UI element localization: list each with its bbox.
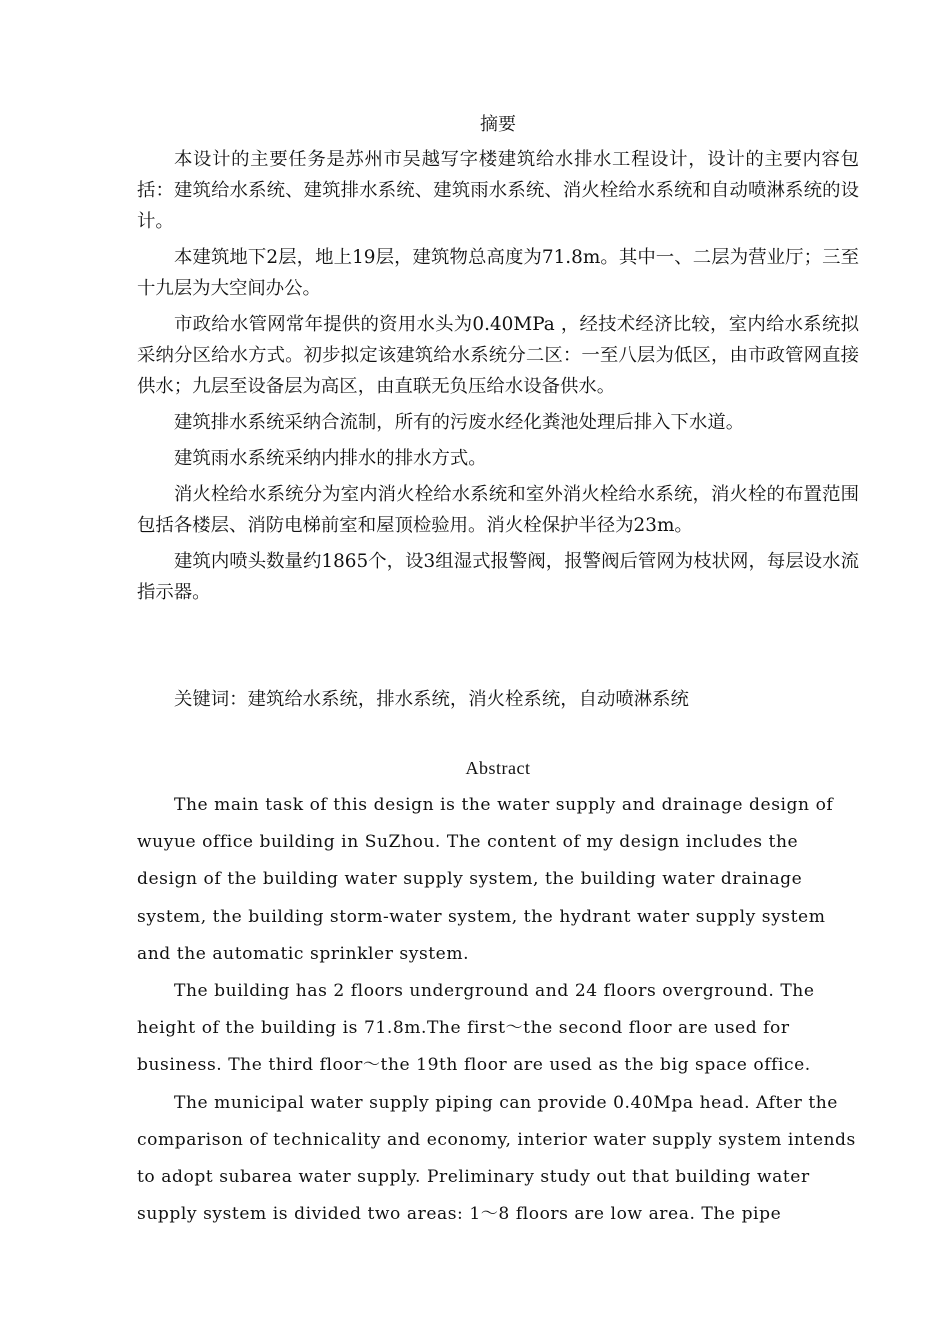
english-paragraph-3: The municipal water supply piping can provide 0.40Mpa head. After the comparison of technicality and economy, interior water supply system intends to adopt subarea water supply. Preliminary study out that building water supply system is divided two areas: 1～8 floors are low area. The pipe [137, 1092, 856, 1225]
chinese-paragraph-6: 消火栓给水系统分为室内消火栓给水系统和室外消火栓给水系统，消火栓的布置范围包括各楼层、消防电梯前室和屋顶检验用。消火栓保护半径为23m。 [137, 484, 859, 536]
chinese-paragraph-7: 建筑内喷头数量约1865个，设3组湿式报警阀，报警阀后管网为枝状网，每层设水流指示器。 [137, 551, 859, 603]
chinese-paragraph-5: 建筑雨水系统采纳内排水的排水方式。 [174, 448, 487, 469]
english-abstract-title: Abstract [465, 758, 531, 778]
chinese-keywords: 关键词：建筑给水系统，排水系统，消火栓系统，自动喷淋系统 [174, 689, 689, 710]
chinese-paragraph-4: 建筑排水系统采纳合流制，所有的污废水经化粪池处理后排入下水道。 [174, 412, 745, 433]
english-paragraph-1: The main task of this design is the water supply and drainage design of wuyue office building in SuZhou. The content of my design includes the design of the building water supply system, the building water drainage system, the building storm-water system, the hydrant water supply system and the automatic sprinkler system. [137, 795, 834, 964]
chinese-paragraph-1: 本设计的主要任务是苏州市吴越写字楼建筑给水排水工程设计，设计的主要内容包括：建筑给水系统、建筑排水系统、建筑雨水系统、消火栓给水系统和自动喷淋系统的设计。 [137, 149, 859, 232]
chinese-abstract-body [137, 144, 859, 613]
chinese-paragraph-2: 本建筑地下2层，地上19层，建筑物总高度为71.8m。其中一、二层为营业厅；三至十九层为大空间办公。 [137, 247, 859, 299]
chinese-paragraph-3: 市政给水管网常年提供的资用水头为0.40MPa ，经技术经济比较，室内给水系统拟采纳分区给水方式。初步拟定该建筑给水系统分二区：一至八层为低区，由市政管网直接供水；九层至设备层为高区，由直联无负压给水设备供水。 [137, 314, 859, 397]
chinese-abstract-title: 摘要 [480, 114, 516, 135]
english-paragraph-2: The building has 2 floors underground and 24 floors overground. The height of the building is 71.8m.The first～the second floor are used for business. The third floor～the 19th floor are used as the big space office. [137, 981, 815, 1076]
english-abstract-body [137, 787, 859, 1233]
